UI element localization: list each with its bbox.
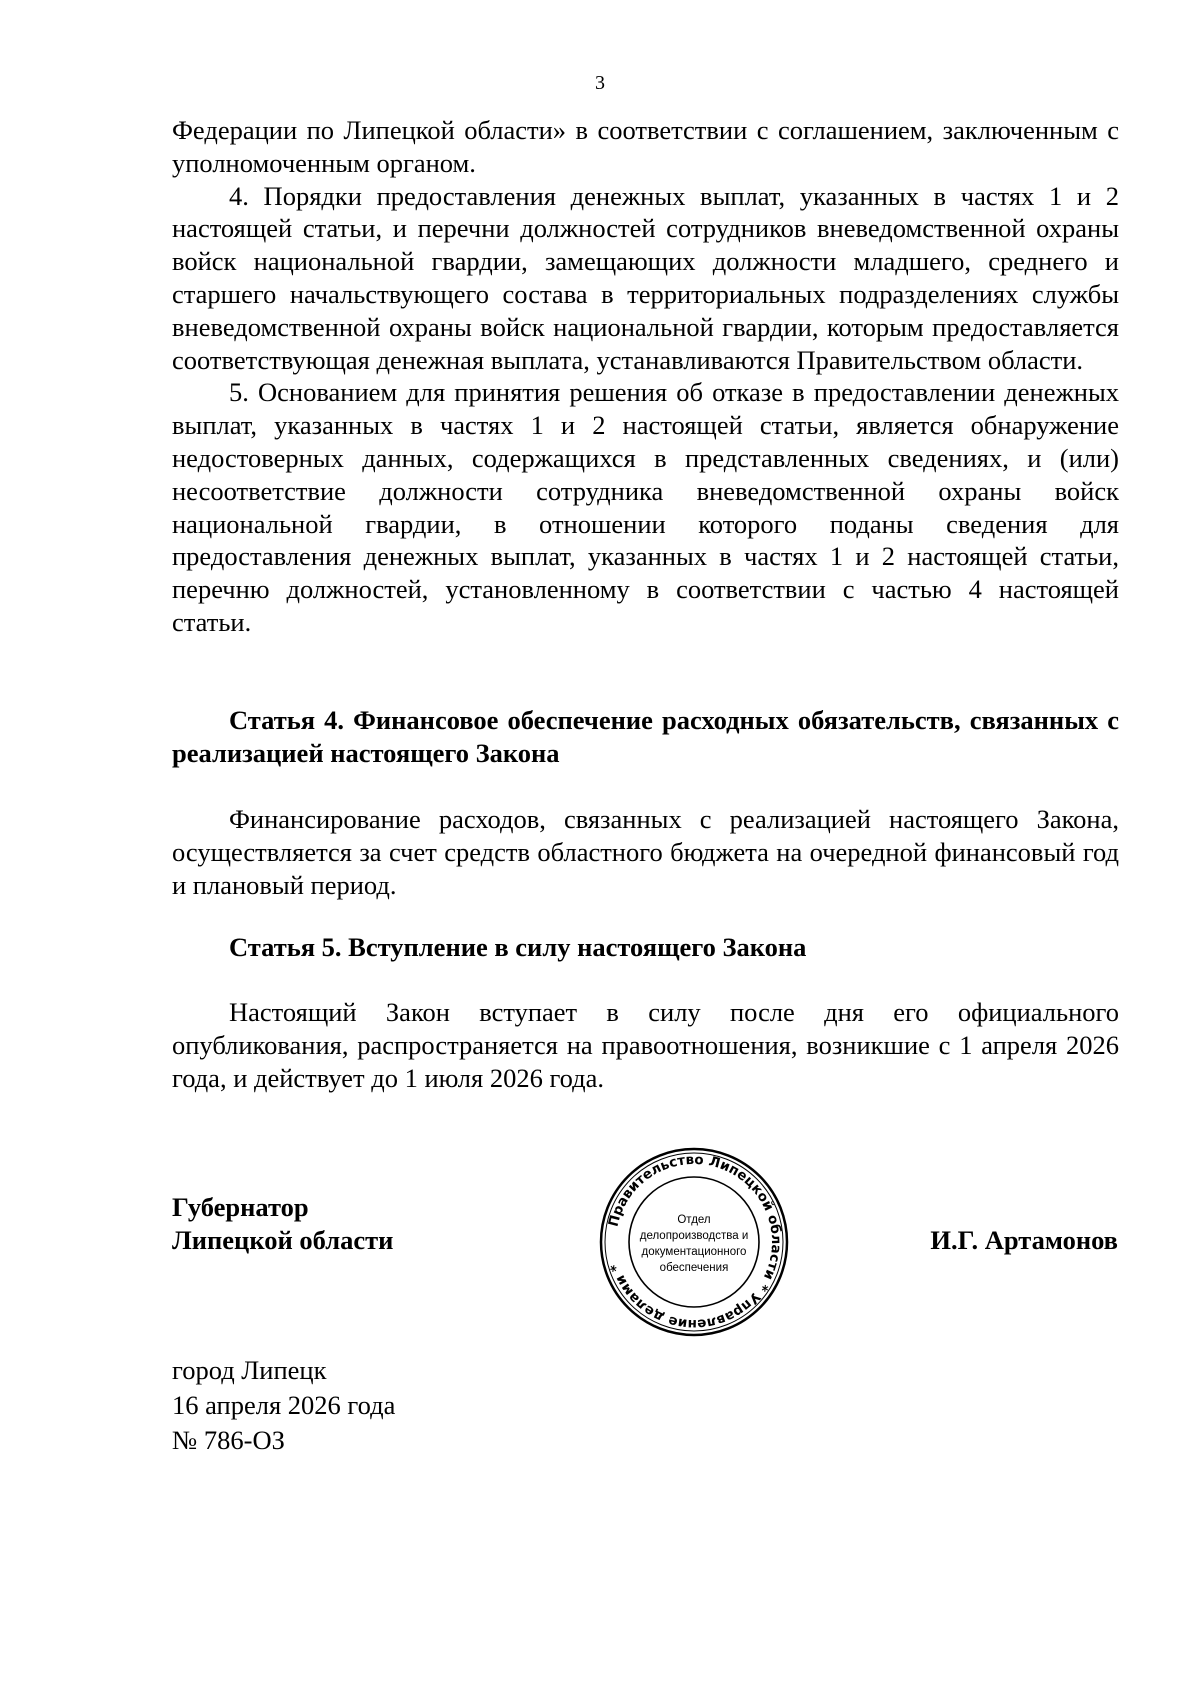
stamp-ring-text: Правительство Липецкой области * Управление делами * (605, 1151, 785, 1333)
stamp-center-line4: обеспечения (659, 1262, 729, 1274)
stamp-inner-ring (629, 1177, 759, 1307)
article-5-heading: Статья 5. Вступление в силу настоящего Закона (229, 932, 807, 962)
stamp-center-line3: документационного (641, 1246, 747, 1258)
article-4-heading: Статья 4. Финансовое обеспечение расходных обязательств, связанных с реализацией настоящего Закона (172, 705, 1119, 768)
page-number: 3 (595, 72, 605, 94)
continuation-paragraph: Федерации по Липецкой области» в соответствии с соглашением, заключенным с уполномоченным органом. (172, 115, 1119, 178)
signatory-title-line2: Липецкой области (172, 1225, 394, 1255)
article-4-body (172, 803, 1119, 901)
article-5-text: Настоящий Закон вступает в силу после дня его официального опубликования, распространяется на правоотношения, возникшие с 1 апреля 2026 года, и действует до 1 июля 2026 года. (172, 997, 1119, 1093)
stamp-center-line1: Отдел (677, 1214, 711, 1226)
paragraph-4: 4. Порядки предоставления денежных выплат, указанных в частях 1 и 2 настоящей статьи, и перечни должностей сотрудников вневедомственной охраны войск национальной гвардии, замещающих должности младшего, среднего и старшего начальствующего состава в территориальных подразделениях службы вневедомственной охраны войск национальной гвардии, которым предоставляется соответствующая денежная выплата, устанавливаются Правительством области. (172, 180, 1119, 375)
signatory-name: И.Г. Артамонов (930, 1225, 1118, 1255)
stamp-center-line2: делопроизводства и (639, 1230, 749, 1242)
article-5-body (172, 996, 1119, 1094)
article-4-text: Финансирование расходов, связанных с реализацией настоящего Закона, осуществляется за счет средств областного бюджета на очередной финансовый год и плановый период. (172, 804, 1119, 900)
body-text-top (172, 114, 1119, 639)
document-footer (172, 1353, 395, 1458)
footer-city: город Липецк (172, 1355, 327, 1385)
footer-number: № 786-ОЗ (172, 1425, 285, 1455)
signatory-title (172, 1191, 393, 1257)
official-stamp (598, 1146, 790, 1338)
paragraph-5: 5. Основанием для принятия решения об отказе в предоставлении денежных выплат, указанных в частях 1 и 2 настоящей статьи, является обнаружение недостоверных данных, содержащихся в представленных сведениях, и (или) несоответствие должности сотрудника вневедомственной охраны войск национальной гвардии, в отношении которого поданы сведения для предоставления денежных выплат, указанных в частях 1 и 2 настоящей статьи, перечню должностей, установленному в соответствии с частью 4 настоящей статьи. (172, 377, 1119, 637)
footer-date: 16 апреля 2026 года (172, 1390, 396, 1420)
signatory-title-line1: Губернатор (172, 1192, 309, 1222)
